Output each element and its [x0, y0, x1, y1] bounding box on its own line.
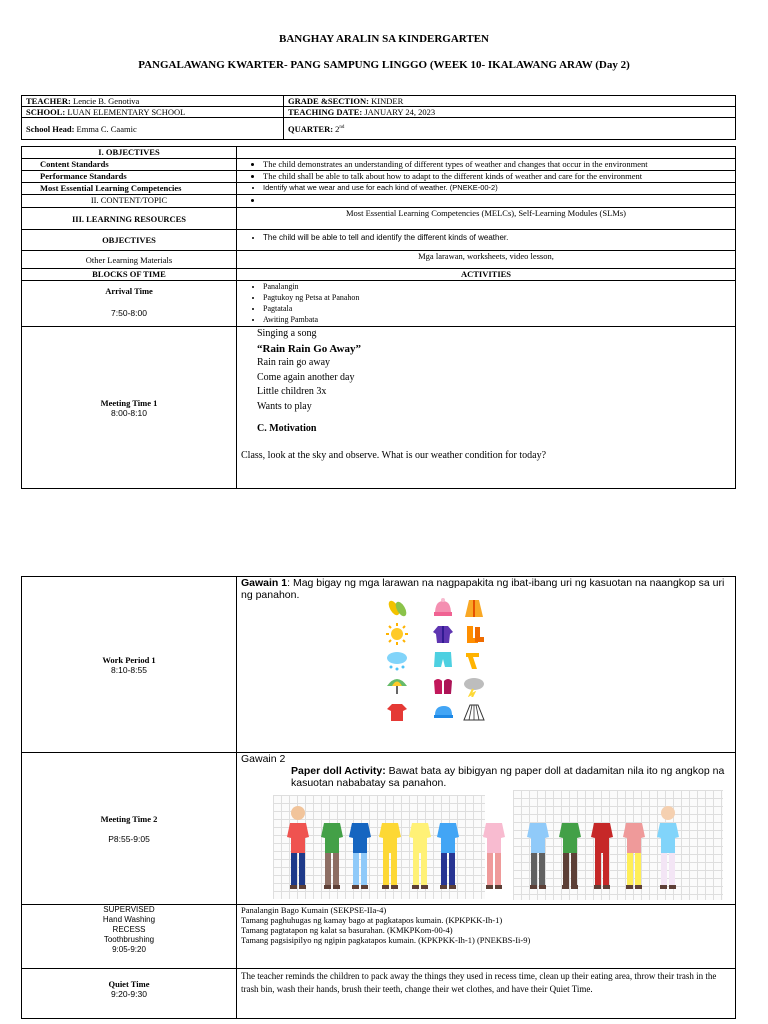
paper-doll-clothing-piece — [377, 805, 403, 900]
gawain-1-cell — [237, 577, 736, 753]
work-period-time: 8:10-8:55 — [111, 664, 147, 675]
scarf-icon — [463, 649, 485, 671]
meeting-time-1-time: 8:00-8:10 — [111, 407, 147, 418]
resources-text: Most Essential Learning Competencies (MELCs), Self-Learning Modules (SLMs) — [237, 208, 736, 230]
melc-text: • Identify what we wear and use for each kind of weather. (PNEKE-00-2) — [263, 183, 731, 193]
paper-doll-clothing-piece — [407, 805, 433, 900]
meeting-time-2-cell — [22, 753, 237, 905]
date-cell: TEACHING DATE: JANUARY 24, 2023 — [284, 107, 736, 118]
rain-cloud-icon — [386, 649, 408, 671]
slippers-icon — [386, 597, 408, 619]
melc-label: Most Essential Learning Competencies — [22, 183, 237, 195]
jacket-icon — [432, 623, 454, 645]
blocks-of-time-header: BLOCKS OF TIME — [22, 269, 237, 281]
song-line: Rain rain go away — [257, 357, 331, 368]
paper-doll-clothing-piece — [285, 805, 311, 900]
paper-doll-clothing-piece — [557, 805, 583, 900]
meeting-time-1-activity — [237, 327, 736, 489]
teacher-cell: TEACHER: Lencie B. Genotiva — [22, 96, 284, 107]
performance-standards-label: Performance Standards — [22, 171, 237, 183]
supervised-item: Tamang paghuhugas ng kamay bago at pagkatapos kumain. (KPKPKK-Ih-1) — [241, 915, 503, 925]
paper-doll-clothing-piece — [481, 805, 507, 900]
arrival-time: 7:50-8:00 — [111, 308, 147, 318]
content-topic-bullet — [263, 195, 731, 205]
page-subtitle: PANGALAWANG KWARTER- PANG SAMPUNG LINGGO (WEEK 10- IKALAWANG ARAW (Day 2) — [138, 59, 630, 71]
arrival-label: Arrival Time — [105, 286, 153, 296]
gawain-2-label: Gawain 2 — [241, 753, 286, 765]
song-line: Come again another day — [257, 371, 355, 383]
arrival-item: • Panalangin — [263, 281, 731, 292]
content-standards-label: Content Standards — [22, 159, 237, 171]
quiet-time-cell — [22, 969, 237, 1019]
gawain-2-cell — [237, 753, 736, 905]
song-line: Wants to play — [257, 400, 312, 412]
paper-doll-clothing-piece — [621, 805, 647, 900]
grade-cell: GRADE &SECTION: KINDER — [284, 96, 736, 107]
arrival-item: • Pagtukoy ng Petsa at Panahon — [263, 292, 731, 303]
cap-icon — [432, 701, 454, 723]
work-period-cell — [22, 577, 237, 753]
sun-icon — [386, 623, 408, 645]
lesson-plan-table — [21, 146, 736, 489]
supervised-line: 9:05-9:20 — [112, 945, 146, 954]
objectives-text: • The child will be able to tell and identify the different kinds of weather. — [263, 233, 731, 243]
supervised-activities — [237, 905, 736, 969]
quiet-time-time: 9:20-9:30 — [111, 989, 147, 999]
motivation-heading: C. Motivation — [257, 423, 317, 434]
tshirt-icon — [386, 701, 408, 723]
paper-doll-clothing-piece — [319, 805, 345, 900]
umbrella-icon — [386, 675, 408, 697]
content-standards-text: • The child demonstrates an understanding of different types of weather and changes that occur in the environment — [263, 159, 731, 169]
work-period-label: Work Period 1 — [102, 654, 156, 665]
head-cell: School Head: Emma C. Caamic — [22, 118, 284, 140]
gawain-1-text: : Mag bigay ng mga larawan na nagpapakita ng ibat-ibang uri ng kasuotan na naangkop sa uri ng panahon. — [241, 577, 725, 601]
meeting-time-2-time: P8:55-9:05 — [108, 833, 150, 844]
supervised-cell — [22, 905, 237, 969]
supervised-item: Panalangin Bago Kumain (SEKPSE-IIa-4) — [241, 905, 387, 915]
paper-doll-clothing-piece — [347, 805, 373, 900]
performance-standards-text: • The child shall be able to talk about how to adapt to the different kinds of weather and care for the environment — [263, 171, 731, 181]
arrival-item: • Awiting Pambata — [263, 314, 731, 325]
supervised-line: Hand Washing — [102, 915, 156, 924]
info-table — [21, 95, 736, 140]
supervised-item: Tamang pagsisipilyo ng ngipin pagkatapos kumain. (KPKPKK-Ih-1) (PNEKBS-Ii-9) — [241, 935, 531, 945]
raincoat-icon — [463, 597, 485, 619]
arrival-item: • Pagtatala — [263, 303, 731, 314]
meeting-time-1-label: Meeting Time 1 — [100, 397, 158, 408]
meeting-time-2-label: Meeting Time 2 — [100, 813, 158, 824]
song-line: Little children 3x — [257, 386, 327, 397]
song-title: “Rain Rain Go Away” — [257, 342, 362, 355]
storm-cloud-icon — [463, 675, 485, 697]
supervised-line: Toothbrushing — [103, 935, 155, 944]
quiet-time-label: Quiet Time — [108, 979, 150, 989]
resources-label: III. LEARNING RESOURCES — [22, 208, 237, 230]
gawain-1-label: Gawain 1 — [241, 577, 288, 589]
quarter-cell: QUARTER: 2nd — [284, 118, 736, 140]
quiet-time-text: The teacher reminds the children to pack away the things they used in recess time, clean up their eating area, throw their trash in the trash bin, wash their hands, brush their teeth, change their wet clothes, and have their Quiet Time. — [237, 969, 736, 1019]
paper-doll-clothing-piece — [655, 805, 681, 900]
supervised-line: SUPERVISED — [103, 905, 155, 914]
meeting-time-1-cell — [22, 327, 237, 489]
objectives-header: I. OBJECTIVES — [22, 147, 237, 159]
motivation-text: Class, look at the sky and observe. What is our weather condition for today? — [241, 449, 547, 461]
paper-doll-description: Paper doll Activity: Bawat bata ay bibigyan ng paper doll at dadamitan nila ito ng angkop na kasuotan nababatay sa panahon. — [291, 765, 725, 789]
content-topic-label: II. CONTENT/TOPIC — [22, 195, 237, 208]
skirt-icon — [463, 701, 485, 723]
supervised-item: Tamang pagtatapon ng kalat sa basurahan. (KMKPKom-00-4) — [241, 925, 453, 935]
boots-icon — [463, 623, 485, 645]
page-title: BANGHAY ARALIN SA KINDERGARTEN — [279, 33, 489, 45]
other-materials-label: Other Learning Materials — [22, 251, 237, 269]
arrival-cell — [22, 281, 237, 327]
beanie-icon — [432, 597, 454, 619]
activities-header: ACTIVITIES — [237, 269, 736, 281]
mittens-icon — [432, 675, 454, 697]
paper-doll-clothing-piece — [589, 805, 615, 900]
shorts-icon — [432, 649, 454, 671]
other-materials-text: Mga larawan, worksheets, video lesson, — [237, 251, 736, 269]
paper-doll-clothing-piece — [525, 805, 551, 900]
supervised-line: RECESS — [112, 925, 146, 934]
school-cell: SCHOOL: LUAN ELEMENTARY SCHOOL — [22, 107, 284, 118]
activities-table — [21, 576, 736, 1019]
paper-doll-clothing-piece — [435, 805, 461, 900]
objectives-label: OBJECTIVES — [22, 230, 237, 251]
song-intro: Singing a song — [257, 328, 317, 339]
